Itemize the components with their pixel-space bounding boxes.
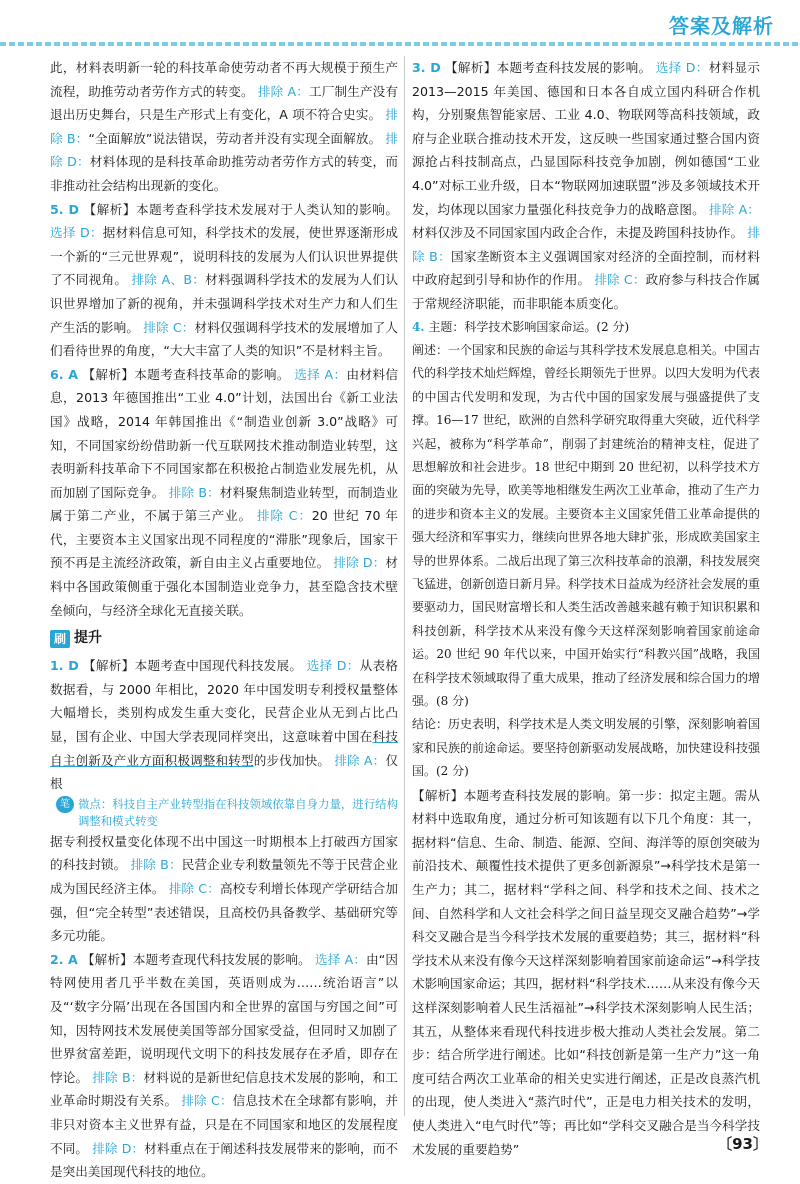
exclude-text: 材料中各国政策侧重于强化本国制造业竞争力，甚至隐含技术壁垒倾向，与经济全球化无直接关联。	[50, 555, 398, 618]
exclude-label: 排除 C：	[143, 319, 195, 335]
continuation-text: 此，材料表明新一轮的科技革命使劳动者不再大规模于预生产流程，助推劳动者劳作方式的转变。	[50, 60, 398, 99]
select-text: 的步伐加快。	[253, 752, 331, 768]
question-number: 2. A	[50, 951, 78, 967]
exclude-label: 排除 D：	[333, 555, 386, 571]
exclude-label: 排除 A、B：	[131, 272, 206, 288]
answer-item-p2	[50, 948, 398, 1184]
answer-item-4-conclusion	[412, 713, 760, 783]
answer-item-4-analysis	[412, 784, 760, 1162]
analysis-intro: 【解析】本题考查科技发展的影响。	[445, 60, 652, 75]
page-number-value: 93	[732, 1135, 753, 1153]
exclude-text: 工厂制生产没有退出历史舞台，只是生产形式上有变化，A 项不符合史实。	[50, 83, 399, 123]
column-divider	[404, 56, 405, 1116]
select-text: 由材料信息，2013 年德国推出“工业 4.0”计划，法国出台《新工业法国》战略，2014 年韩国推出《“制造业创新 3.0”战略》可知，不同国家纷纷借助新一代互联网技术推动制造业转型，这表明新科技革命下不同国家都在积极抢占制造业发展先机，从而加剧了国际竞争。	[50, 366, 399, 500]
exclude-text: 材料说的是新世纪信息技术发展的影响，和工业革命时期没有关系。	[50, 1069, 398, 1109]
exclude-text: “全面解放”说法错误，劳动者并没有实现全面解放。	[88, 130, 382, 146]
pen-icon: 笔	[56, 796, 74, 813]
exclude-label: 排除 A：	[709, 201, 761, 217]
select-label: 选择 A：	[315, 951, 367, 967]
exclude-label: 排除 D：	[50, 130, 398, 170]
select-label: 选择 D：	[306, 658, 360, 674]
exclude-text: 仅根	[50, 752, 399, 792]
section-title: 提升	[74, 630, 103, 647]
exclude-label: 排除 B：	[92, 1069, 144, 1085]
tip-text: 科技自主产业转型指在科技领域依靠自身力量，进行结构调整和模式转变	[78, 796, 398, 828]
answer-item-p1-cont	[50, 830, 398, 948]
exclude-label: 排除 B：	[168, 484, 220, 500]
essay-theme: 主题：科学技术影响国家命运。(2 分)	[428, 319, 630, 334]
answer-item-4-theme	[412, 316, 760, 339]
exclude-text: 材料体现的是科技革命助推劳动者劳作方式的转变，而非推动社会结构出现新的变化。	[50, 154, 398, 193]
exclude-label: 排除 C：	[256, 508, 312, 524]
exclude-label: 排除 B：	[50, 107, 398, 146]
answer-item-4-body	[412, 339, 760, 714]
header-rule	[0, 42, 800, 46]
question-number: 4.	[412, 319, 425, 334]
question-number: 5. D	[50, 201, 79, 217]
exclude-text: 政府参与科技合作属于常规经济职能，而非职能本质变化。	[412, 272, 760, 311]
exclude-text: 材料仅涉及不同国家国内政企合作，未提及跨国科技协作。	[412, 225, 744, 241]
exclude-text: 据专利授权量变化体现不出中国这一时期根本上打破西方国家的科技封锁。	[50, 833, 398, 873]
tip-note	[50, 796, 398, 830]
exclude-text: 20 世纪 70 年代，主要资本主义国家出现不同程度的“滞胀”现象后，国家干预不再是主流经济政策，新自由主义占重要地位。	[50, 508, 398, 571]
exclude-text: 高校专利增长体现产学研结合加强，但“完全转型”表述错误，且高校仍具备教学、基础研究等多元功能。	[50, 881, 399, 944]
left-column	[50, 56, 399, 1180]
select-label: 选择 D：	[655, 60, 709, 75]
answer-item-5	[50, 198, 398, 363]
select-text: 由“因特网使用者几乎半数在美国，英语则成为……统治语言”以及“‘数字分隔’出现在各国国内和全世界的富国与穷国之间”可知，因特网技术发展使美国等部分国家受益，但同时又加剧了世界贫富差距，说明现代文明下的科技发展存在矛盾，即存在悖论。	[50, 951, 399, 1085]
section-badge: 刷	[50, 630, 70, 648]
exclude-label: 排除 A：	[257, 83, 310, 99]
analysis-intro: 【解析】本题考查科学技术发展对于人类认知的影响。	[83, 201, 398, 217]
exclude-label: 排除 A：	[334, 752, 386, 768]
exclude-text: 国家垄断资本主义强调国家对经济的全面控制，而材料中政府起到引导和协作的作用。	[412, 248, 761, 288]
section-heading	[50, 628, 398, 650]
analysis-intro: 【解析】本题考查科技革命的影响。	[82, 366, 290, 382]
answer-item-6	[50, 363, 398, 623]
analysis-text: 【解析】本题考查科技发展的影响。第一步：拟定主题。需从材料中选取角度，通过分析可知该题有以下几个角度：其一，据材料“信息、生命、制造、能源、空间、海洋等的原创突破为前沿技术、颠覆性技术提供了更多创新源泉”→科学技术是第一生产力；其二，据材料“学科之间、科学和技术之间、技术之间、自然科学和人文社会科学之间日益呈现交叉融合趋势”→学科交叉融合是当今科学技术发展的重要趋势；其三，据材料“科学技术从来没有像今天这样深刻影响着国家前途命运”→科学技术影响国家命运；其四，据材料“科学技术……从来没有像今天这样深刻影响着人民生活福祉”→科学技术深刻影响人民生活；其五，从整体来看现代科技进步极大推动人类社会发展。第二步：结合所学进行阐述。比如“科技创新是第一生产力”这一角度可结合两次工业革命的相关史实进行阐述，正是改良蒸汽机的出现，使人类进入“蒸汽时代”，正是电力相关技术的发明，使人类进入“电气时代”等；再比如“学科交叉融合是当今科学技术发展的重要趋势”	[412, 787, 760, 1157]
exclude-text: 材料重点在于阐述科技发展带来的影响，而不是突出美国现代科技的地位。	[50, 1140, 399, 1180]
exclude-label: 排除 C：	[168, 881, 220, 896]
select-label: 选择 D：	[50, 225, 103, 241]
exclude-label: 排除 C：	[181, 1093, 233, 1109]
analysis-intro: 【解析】本题考查中国现代科技发展。	[83, 658, 303, 674]
select-label: 选择 A：	[294, 366, 347, 382]
continuation-paragraph	[50, 56, 398, 198]
page-header	[0, 0, 800, 58]
exclude-text: 信息技术在全球都有影响，并非只对资本主义世界有益，只是在不同国家和地区的发展程度不同。	[50, 1093, 398, 1156]
answer-item-p1	[50, 654, 398, 796]
question-number: 3. D	[412, 60, 441, 75]
select-text: 材料显示 2013—2015 年美国、德国和日本各自成立国内科研合作机构，分别聚焦智能家居、工业 4.0、物联网等高科技领域，政府与企业联合推动技术开发，这反映一些国家通过整合国内资源抢占科技制高点，凸显国际科技竞争加剧，例如德国“工业 4.0”对标工业升级，日本“物联网加速联盟”涉及多领域技术开发，均体现以国家力量强化科技竞争力的战略意图。	[412, 60, 761, 217]
essay-body: 阐述：一个国家和民族的命运与其科学技术发展息息相关。中国古代的科学技术灿烂辉煌，曾经长期领先于世界。以四大发明为代表的中国古代发明和发现，为古代中国的国家发展与强盛提供了支撑。16—17 世纪，欧洲的自然科学研究取得重大突破，近代科学兴起，被称为“科学革命”，削弱了封建统治的精神支柱，促进了思想解放和社会进步。18 世纪中期到 20 世纪初，以科学技术方面的突破为先导，欧美等地相继发生两次工业革命，推动了生产力的进步和资本主义的发展。主要资本主义国家凭借工业革命提供的强大经济和军事实力，继续向世界各地大肆扩张，形成欧美国家主导的世界体系。二战后出现了第三次科技革命的浪潮，科技发展突飞猛进，创新创造日新月异。科学技术日益成为经济社会发展的重要驱动力，国民财富增长和人类生活改善越来越有赖于知识积累和科技创新，科学技术从来没有像今天这样深刻影响着国家前途命运。20 世纪 90 年代以来，中国开始实行“科教兴国”战略，我国在科学技术领域取得了重大成果，推动了经济发展和综合国力的增强。(8 分)	[412, 342, 761, 709]
page-number: 〔93〕	[717, 1135, 768, 1153]
tip-label: 微点：	[78, 796, 113, 811]
select-text: 从表格数据看，与 2000 年相比，2020 年中国发明专利授权量整体大幅增长，类别构成发生重大变化，民营企业从无到占比凸显，国有企业、中国大学表现同样突出，这意味着中国在	[50, 658, 399, 745]
answer-item-3	[412, 56, 760, 316]
select-text: 据材料信息可知，科学技术的发展，使世界逐渐形成一个新的“三元世界观”，说明科技的发展为人们认识世界提供了不同视角。	[50, 225, 399, 288]
analysis-intro: 【解析】本题考查现代科技发展的影响。	[81, 951, 311, 967]
exclude-label: 排除 D：	[92, 1140, 145, 1156]
exclude-label: 排除 C：	[594, 272, 646, 288]
exclude-text: 民营企业专利数量领先不等于民营企业成为国民经济主体。	[50, 857, 399, 896]
question-number: 1. D	[50, 658, 79, 674]
exclude-text: 材料强调科学技术的发展为人们认识世界增加了新的视角，并未强调科学技术对生产力和人们生产生活的影响。	[50, 272, 398, 335]
exclude-label: 排除 B：	[412, 225, 760, 264]
exclude-label: 排除 B：	[130, 857, 182, 873]
underlined-phrase: 科技自主创新及产业方面积极调整和转型	[50, 729, 399, 768]
header-title: 答案及解析	[669, 14, 774, 38]
exclude-text: 材料仅强调科学技术的发展增加了人们看待世界的角度，“大大丰富了人类的知识”不是材料主旨。	[50, 319, 398, 359]
exclude-text: 材料聚焦制造业转型，而制造业属于第二产业，不属于第三产业。	[50, 484, 399, 524]
essay-conclusion: 结论：历史表明，科学技术是人类文明发展的引擎，深刻影响着国家和民族的前途命运。要坚持创新驱动发展战略，加快建设科技强国。(2 分)	[412, 717, 761, 779]
question-number: 6. A	[50, 366, 79, 382]
